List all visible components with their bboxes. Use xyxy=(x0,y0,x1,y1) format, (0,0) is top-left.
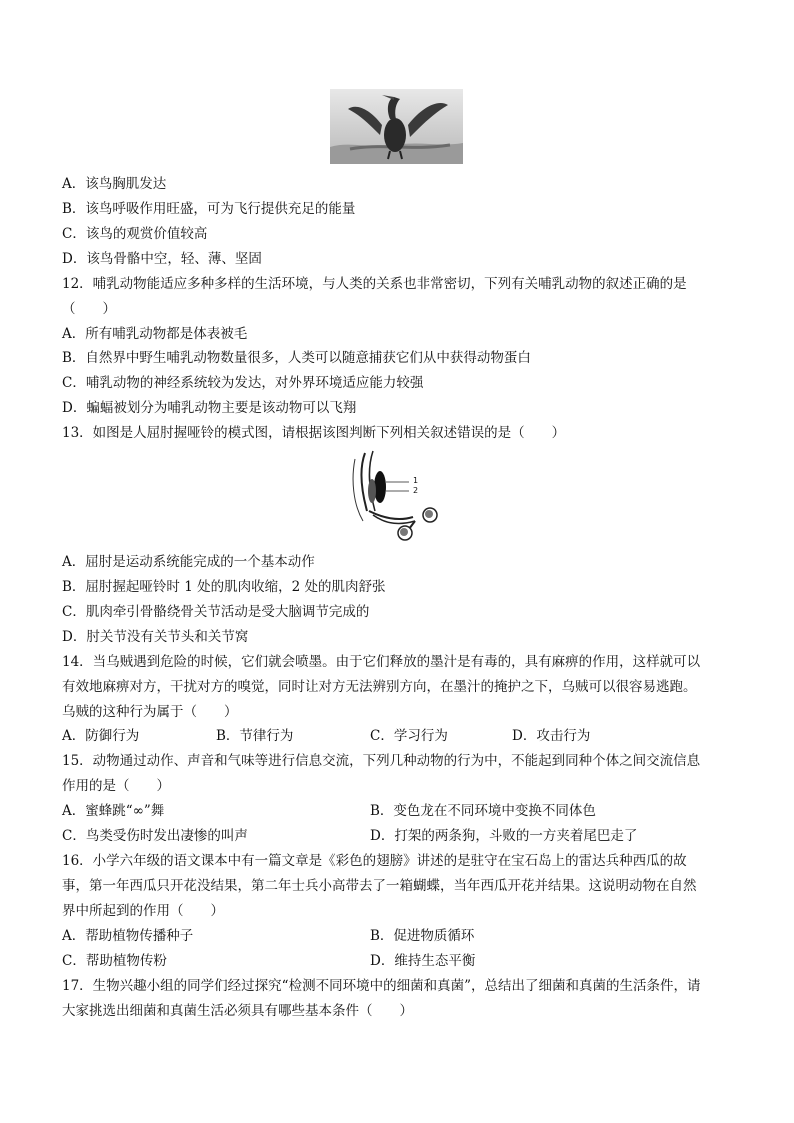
q12-stem: 12．哺乳动物能适应多种多样的生活环境，与人类的关系也非常密切，下列有关哺乳动物的叙述正确的是 xyxy=(62,276,687,292)
q15-option-d: D．打架的两条狗，斗败的一方夹着尾巴走了 xyxy=(370,828,638,844)
q14-option-b: B．节律行为 xyxy=(216,728,294,744)
q12-option-b: B．自然界中野生哺乳动物数量很多，人类可以随意捕获它们从中获得动物蛋白 xyxy=(62,350,531,366)
q16-option-a: A．帮助植物传播种子 xyxy=(62,928,194,944)
diagram-label-2: 2 xyxy=(413,486,419,495)
q14-option-d: D．攻击行为 xyxy=(512,728,591,744)
q14-stem-line2: 有效地麻痹对方，干扰对方的嗅觉，同时让对方无法辨别方向，在墨汁的掩护之下，乌贼可以很容易逃跑。 xyxy=(62,679,697,695)
q11-option-d: D．该鸟骨骼中空，轻、薄、坚固 xyxy=(62,251,262,267)
q16-option-c: C．帮助植物传粉 xyxy=(62,953,167,969)
q16-stem-line2: 事，第一年西瓜只开花没结果，第二年士兵小高带去了一箱蝴蝶，当年西瓜开花并结果。这说明动物在自然 xyxy=(62,878,697,894)
q13-option-a: A．屈肘是运动系统能完成的一个基本动作 xyxy=(62,554,315,570)
q16-option-b: B．促进物质循环 xyxy=(370,928,475,944)
q16-stem-line3: 界中所起到的作用（ ） xyxy=(62,903,224,919)
q17-stem-line1: 17．生物兴趣小组的同学们经过探究“检测不同环境中的细菌和真菌”，总结出了细菌和真菌的生活条件，请 xyxy=(62,978,701,994)
q14-stem-line3: 乌贼的这种行为属于（ ） xyxy=(62,704,238,720)
q15-option-c: C．鸟类受伤时发出凄惨的叫声 xyxy=(62,828,248,844)
q14-stem-line1: 14．当乌贼遇到危险的时候，它们就会喷墨。由于它们释放的墨汁是有毒的，具有麻痹的作用，这样就可以 xyxy=(62,654,701,670)
q12-option-a: A．所有哺乳动物都是体表被毛 xyxy=(62,326,248,342)
q16-stem-line1: 16．小学六年级的语文课本中有一篇文章是《彩色的翅膀》讲述的是驻守在宝石岛上的雷达兵种西瓜的故 xyxy=(62,853,687,869)
q13-option-b: B．屈肘握起哑铃时 1 处的肌肉收缩，2 处的肌肉舒张 xyxy=(62,579,386,595)
bird-photo xyxy=(330,89,463,164)
diagram-label-1: 1 xyxy=(413,476,419,485)
q15-option-a: A．蜜蜂跳“∞”舞 xyxy=(62,803,165,819)
q12-answer-blank: （ ） xyxy=(62,301,116,317)
q15-stem-line1: 15．动物通过动作、声音和气味等进行信息交流，下列几种动物的行为中，不能起到同种个体之间交流信息 xyxy=(62,753,701,769)
q11-option-a: A．该鸟胸肌发达 xyxy=(62,176,167,192)
q16-option-d: D．维持生态平衡 xyxy=(370,953,476,969)
q14-option-c: C．学习行为 xyxy=(370,728,448,744)
q14-option-a: A．防御行为 xyxy=(62,728,140,744)
q12-option-c: C．哺乳动物的神经系统较为发达，对外界环境适应能力较强 xyxy=(62,375,424,391)
q15-stem-line2: 作用的是（ ） xyxy=(62,778,170,794)
q13-option-d: D．肘关节没有关节头和关节窝 xyxy=(62,629,249,645)
q13-stem: 13．如图是人屈肘握哑铃的模式图，请根据该图判断下列相关叙述错误的是（ ） xyxy=(62,425,566,441)
q15-option-b: B．变色龙在不同环境中变换不同体色 xyxy=(370,803,596,819)
q12-option-d: D．蝙蝠被划分为哺乳动物主要是该动物可以飞翔 xyxy=(62,400,357,416)
arm-dumbbell-diagram xyxy=(345,449,445,541)
q13-option-c: C．肌肉牵引骨骼绕骨关节活动是受大脑调节完成的 xyxy=(62,604,370,620)
q11-option-c: C．该鸟的观赏价值较高 xyxy=(62,226,208,242)
q11-option-b: B．该鸟呼吸作用旺盛，可为飞行提供充足的能量 xyxy=(62,201,356,217)
q17-stem-line2: 大家挑选出细菌和真菌生活必须具有哪些基本条件（ ） xyxy=(62,1003,413,1019)
